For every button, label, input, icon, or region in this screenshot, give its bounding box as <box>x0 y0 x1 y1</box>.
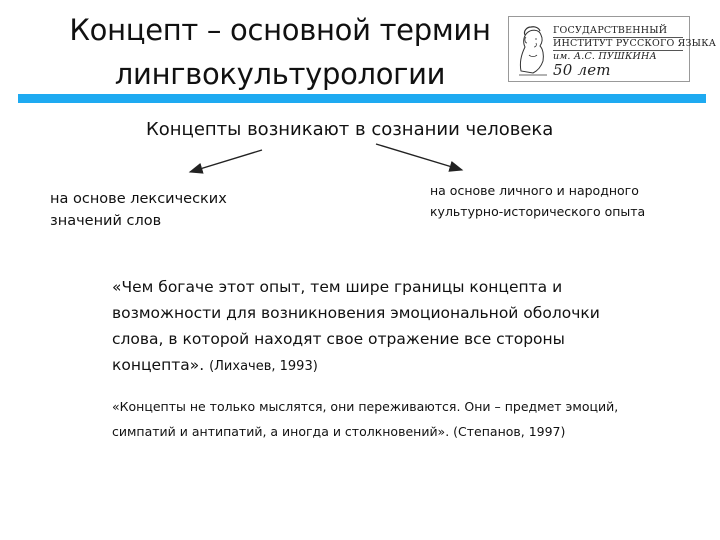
logo-anniversary-text: 50 лет <box>553 61 611 79</box>
quote-likhachev-text: «Чем богаче этот опыт, тем шире границы концепта и возможности для возникновения эмоциональной оболочки слова, в которой находят свое отражение все стороны концепта». <box>112 278 600 374</box>
slide-title-line-1: Концепт – основной термин <box>69 13 491 47</box>
quote-likhachev <box>112 274 632 380</box>
slide-title <box>40 8 520 96</box>
pushkin-portrait-icon <box>513 21 551 77</box>
accent-bar <box>18 94 706 103</box>
quote-likhachev-citation: (Лихачев, 1993) <box>209 359 318 374</box>
slide-title-line-2: лингвокультурологии <box>114 57 446 91</box>
arrow-right <box>376 144 462 170</box>
logo-text-line-2: ИНСТИТУТ РУССКОГО ЯЗЫКА <box>553 38 717 49</box>
subtitle: Концепты возникают в сознании человека <box>146 119 554 140</box>
institute-logo <box>508 16 717 82</box>
branch-right-text: на основе личного и народного культурно-исторического опыта <box>430 183 646 219</box>
quote-stepanov: «Концепты не только мыслятся, они переживаются. Они – предмет эмоций, симпатий и антипатий, а иногда и столкновений». (Степанов, 1997) <box>112 399 619 439</box>
branch-left-text: на основе лексических значений слов <box>50 191 227 229</box>
logo-text-line-3: им. А.С. ПУШКИНА <box>553 51 657 62</box>
arrow-left <box>190 150 262 172</box>
logo-text-line-1: ГОСУДАРСТВЕННЫЙ <box>553 25 668 36</box>
